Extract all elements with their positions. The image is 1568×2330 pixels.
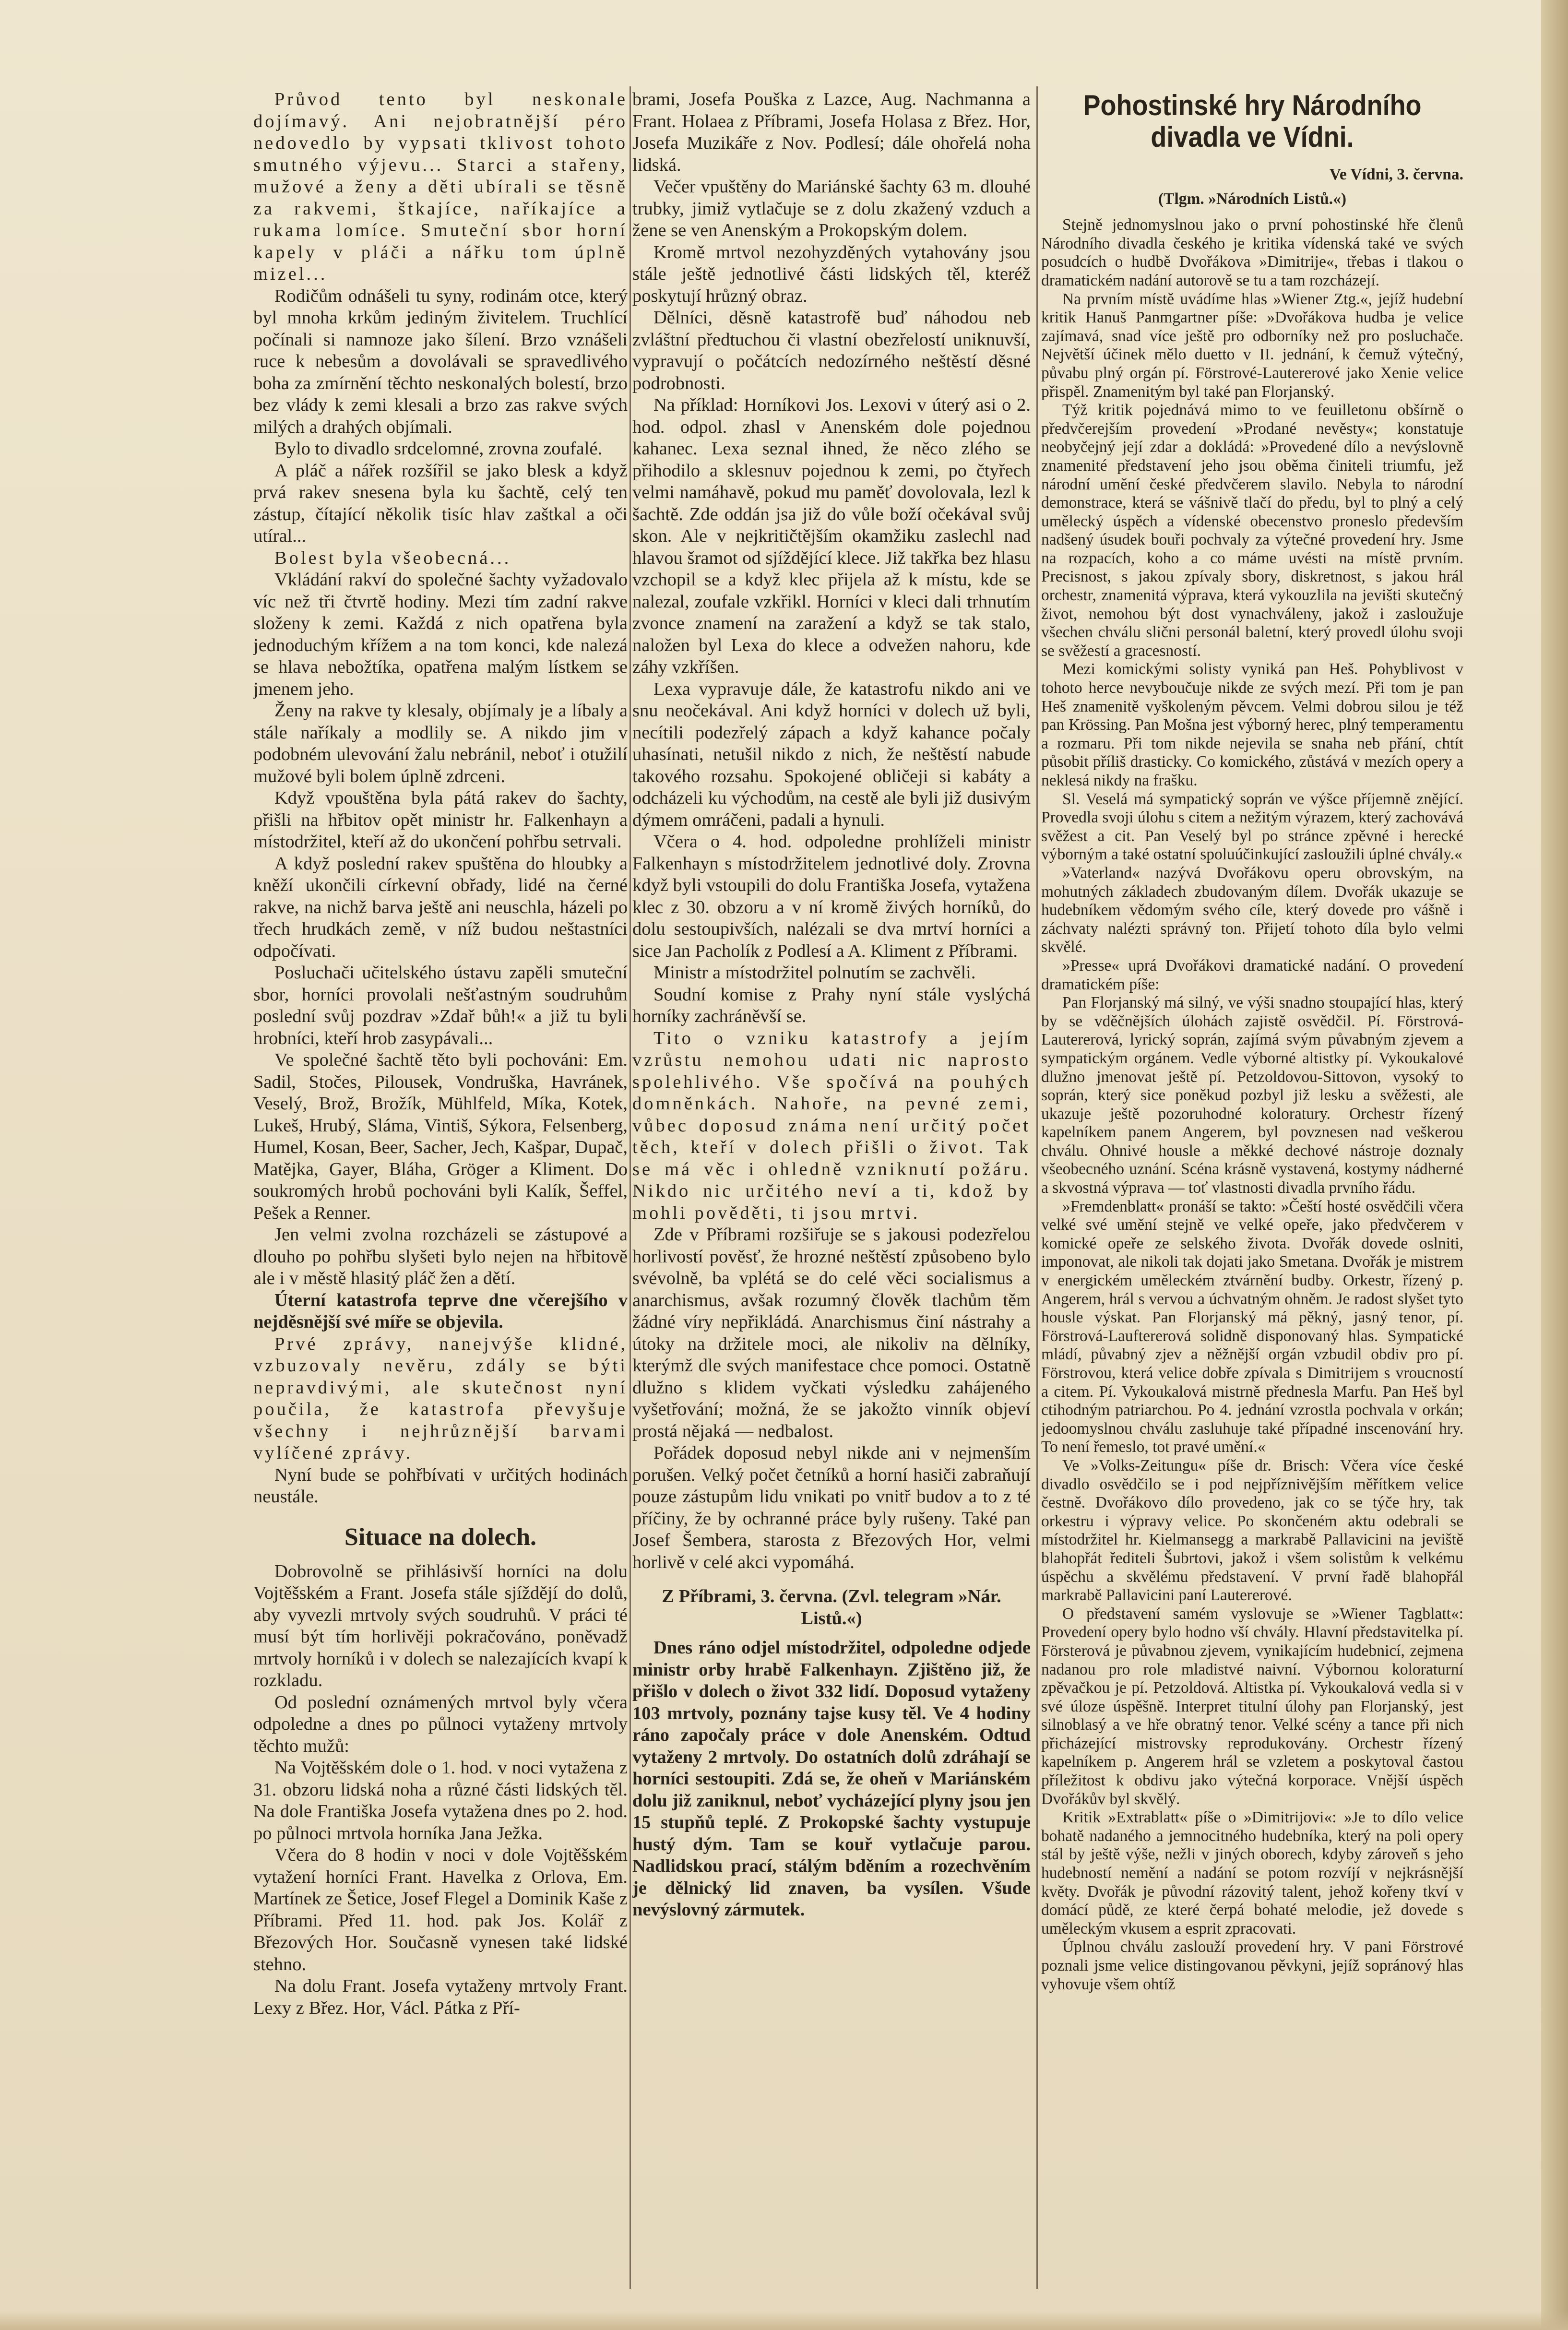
paragraph: Když vpouštěna byla pátá rakev do šachty, přišli na hřbitov opět ministr hr. Falkenhayn a místodržitel, kteří až do ukončení pohřbu setrvali.	[253, 788, 628, 852]
paragraph: Mezi komickými solisty vyniká pan Heš. Pohyblivost v tohoto herce nevyboučuje nikde ze svých mezí. Při tom je pan Heš znamenitě vyškoleným pěvcem. Velmi dobrou silou je též pan Krössing. Pan Mošna jest výborný herec, plný temperamentu a rozmaru. Při tom nikde nejevila se snaha neb přání, chtít působit příliš drasticky. Co komického, zůstává v mezích opery a neklesá nikdy na frašku.	[1041, 660, 1463, 789]
paragraph-bold: Dnes ráno odjel místodržitel, odpoledne odjede ministr orby hrabě Falkenhayn. Zjištěno již, že přišlo v dolech o život 332 lidí. Doposud vytaženy 103 mrtvoly, poznány tajse kusy těl. Ve 4 hodiny ráno započaly práce v dole Anenském. Odtud vytaženy 2 mrtvoly. Do ostatních dolů zdráhají se horníci sestoupiti. Zdá se, že oheň v Mariánském dolu již zaniknul, neboť vycházející plyny jsou jen 15 stupňů teplé. Z Prokopské šachty vystupuje hustý dým. Tam se kouř vytlačuje parou. Nadlidskou prací, stálým bděním a rozechvěním je dělnický lid znaven, ba vysílen. Všude nevýslovný zármutek.	[632, 1638, 1031, 1920]
paragraph: brami, Josefa Pouška z Lazce, Aug. Nachmanna a Frant. Holaea z Příbrami, Josefa Holasa z Břez. Hor, Josefa Muzikáře z Nov. Podlesí; dále ohořelá noha lidská.	[632, 89, 1031, 175]
paragraph: Včera do 8 hodin v noci v dole Vojtěšském vytažení horníci Frant. Havelka z Orlova, Em. Martínek ze Šetice, Josef Flegel a Dominik Kaše z Příbrami. Před 11. hod. pak Jos. Kolář z Březových Hor. Současně vynesen také lidské stehno.	[253, 1845, 628, 1974]
paragraph: Bylo to divadlo srdcelomné, zrovna zoufalé.	[274, 439, 603, 459]
paragraph: Prvé zprávy, nanejvýše klidné, vzbuzovaly nevěru, zdály se býti nepravdivými, ale skutečnost nyní poučila, že katastrofa převyšuje všechny i nejhrůznější barvami vylíčené zprávy.	[253, 1333, 628, 1463]
paragraph: Jen velmi zvolna rozcházeli se zástupové a dlouho po pohřbu slyšeti bylo nejen na hřbitově ale i v městě hlasitý pláč žen a dětí.	[253, 1224, 628, 1288]
page-bottom-shadow	[0, 2311, 1568, 2330]
paragraph: Na dolu Frant. Josefa vytaženy mrtvoly Frant. Lexy z Břez. Hor, Václ. Pátka z Pří-	[253, 1976, 628, 2018]
column-rule-left	[630, 86, 631, 2289]
paragraph: Pan Florjanský má silný, ve výši snadno stoupající hlas, který by se vděčnějších úlohách zajistě osvědčil. Pí. Förstrová-Lautererová, lyrický soprán, zajímá svým půvabným zjevem a sympatickým orgánem. Vedle výborné altistky pí. Vykoukalové dlužno jmenovat ještě pí. Petzoldovou-Sittovon, vysoký to soprán, který sice poněkud pozbyl již lesku a svěžesti, ale ukazuje ještě pozoruhodné koloratury. Orchestr řízený kapelníkem panem Angerem, byl povznesen nad veškerou chválu. Ohnivé housle a měkké dechové nástroje doznaly všeobecného uznání. Scéna krásně vystavená, kostymy nádherné a skvostná výprava — toť vlastnosti divadla prvního řádu.	[1041, 994, 1463, 1197]
section-heading: Situace na dolech.	[344, 1523, 537, 1551]
paragraph: Průvod tento byl neskonale dojímavý. Ani nejobratnější péro nedovedlo by vypsati tklivost tohoto smutného výjevu... Starci a stařeny, mužové a ženy a děti ubírali se těsně za rakvemi, štkajíce, naříkajíce a rukama lomíce. Smuteční sbor horní kapely v pláči a nářku tom úplně mizel...	[253, 89, 628, 284]
paragraph: Týž kritik pojednává mimo to ve feuilletonu obšírně o předvčerejším provedení »Prodané nevěsty«; konstatuje neobyčejný její zdar a dokládá: »Provedené dílo a nevýslovně znamenité představení jeho jsou oběma činiteli triumfu, jež národní umění české předvčerem slavilo. Nebyla to národní demonstrace, která se vášnivě tlačí do předu, byl to plný a celý umělecký úspěch a vídenské obecenstvo proneslo především nadšený úsudek bouři pochvaly za výtečné provedení hry. Jsme na rozpacích, koho a co máme uvésti na místě prvním. Precisnost, s jakou zpívaly sbory, diskretnost, s jakou hrál orchestr, znamenitá výprava, která vykouzlila na jevišti skutečný život, nemohou být dost vynachváleny, jakož i zasloužuje všechen chválu slični personál baletní, který provedl úlohu svoji se svěžestí a gracesností.	[1041, 401, 1463, 660]
paragraph-bold: Úterní katastrofa teprve dne včerejšího v nejděsnější své míře se objevila.	[253, 1290, 628, 1332]
paragraph: A když poslední rakev spuštěna do hloubky a kněží ukončili církevní obřady, lidé na černé rakve, na nichž barva ještě ani neuschla, házeli po třech hrudkách země, v níž budou neštastníci odpočívati.	[253, 853, 628, 961]
paragraph: Večer vpuštěny do Mariánské šachty 63 m. dlouhé trubky, jimiž vytlačuje se z dolu zkažený vzduch a žene se ven Anenským a Prokopským dolem.	[632, 177, 1031, 240]
paragraph: Lexa vypravuje dále, že katastrofu nikdo ani ve snu neočekával. Ani když horníci v dolech už byli, necítili podezřelý zápach a když kahance počaly uhasínati, netušil nikdo z nich, že neštěstí nabude takového rozsahu. Spokojené obličeji si kabáty a odcházeli ku východům, na cestě ale byli již dusivým dýmem omráčeni, padali a hynuli.	[632, 678, 1031, 830]
paragraph: A pláč a nářek rozšířil se jako blesk a když prvá rakev snesena byla ku šachtě, celý ten zástup, čítající několik tisíc hlav zaštkal a oči utíral...	[253, 460, 628, 546]
paragraph: »Fremdenblatt« pronáší se takto: »Čeští hosté osvědčili včera velké své umění stejně ve velké opeře, jako předvčerem v komické opeře ze selského života. Dvořák dovede oslniti, imponovat, ale nikoli tak dojati jako Smetana. Dvořák je mistrem v energickém uměleckém ztvárnění budby. Orkestr, řízený p. Angerem, hrál s vervou a úchvatným ohněm. Je radost slyšet tyto housle výskat. Pan Florjanský má pěkný, jasný tenor, pí. Förstrová-Lauftererová solidně disponovaný hlas. Sympatické mládí, půvabný zjev a něžnější orgán vzbudil obdiv pro pí. Förstrovou, která velice dobře zpívala s Dimitrijem s vroucností a citem. Pí. Vykoukalová mistrně přednesla Marfu. Pan Heš byl ctihodným patriarchou. Po 4. jednání vzrostla pochvala v orkán; jedoomyslnou chválu zasluhuje také případné inscenování hry. To není řemeslo, tot pravé umění.«	[1041, 1197, 1463, 1456]
paragraph: Tito o vzniku katastrofy a jejím vzrůstu nemohou udati nic naprosto spolehlivého. Vše spočívá na pouhých domněnkách. Nahoře, na pevné zemi, vůbec doposud známa není určitý počet těch, kteří v dolech přišli o život. Tak se má věc i ohledně vzniknutí požáru. Nikdo nic určitého neví a ti, kdož by mohli pověděti, ti jsou mrtvi.	[632, 1028, 1031, 1223]
paragraph: Na příklad: Horníkovi Jos. Lexovi v úterý asi o 2. hod. odpol. zhasl v Anenském dole pojednou kahanec. Lexa seznal ihned, že něco zlého se přihodilo a sklesnuv pojednou k zemi, po čtyřech velmi namáhavě, pokud mu paměť dovolovala, lezl k šachtě. Zde oddán jsa již do vůle boží očekával svůj skon. Ale v nejkritičtějším okamžiku zaslechl nad hlavou šramot od sjíždějící klece. Již takřka bez hlasu vzchopil se a když klec přijela až k místu, kde se nalezal, zoufale vzkřikl. Horníci v kleci dali trhnutím zvonce znamení na zaražení a když se tak stalo, naložen byl Lexa do klece a odvežen nahoru, kde záhy vzkříšen.	[632, 395, 1031, 677]
paragraph: Dělníci, děsně katastrofě buď náhodou neb zvláštní předtuchou či vlastní obezřelostí uniknuvší, vypravují o počátcích nedozírného neštěstí děsné podrobnosti.	[632, 308, 1031, 393]
article-headline: Pohostinské hry Národního divadla ve Vídni.	[1083, 89, 1422, 153]
paragraph: Ve společné šachtě těto byli pochováni: Em. Sadil, Stočes, Pilousek, Vondruška, Havránek, Veselý, Brož, Brožík, Mühlfeld, Míka, Kotek, Lukeš, Hrubý, Sláma, Vintiš, Sýkora, Felsenberg, Humel, Kosan, Beer, Sacher, Jech, Kašpar, Dupač, Matějka, Gayer, Bláha, Gröger a Kliment. Do soukromých hrobů pochováni byli Kalík, Šeffel, Pešek a Renner.	[253, 1050, 628, 1223]
dateline: Ve Vídni, 3. června.	[1329, 166, 1463, 183]
paragraph: Úplnou chválu zaslouží provedení hry. V pani Förstrové poznali jsme velice distingovanou pěvkyni, jejíž sopránový hlas vyhovuje všem ohtíž	[1041, 1938, 1463, 1993]
paragraph: Stejně jednomyslnou jako o první pohostinské hře členů Národního divadla českého je kritika vídenská také ve svých posudcích o hudbě Dvořákova »Dimitrije«, třebas i tlakou o dramatickém nadání autorově se tu a tam rozcházejí.	[1041, 216, 1463, 289]
column-3	[1041, 89, 1463, 2286]
paragraph: Soudní komise z Prahy nyní stále vyslýchá horníky zachráněvší se.	[632, 984, 1031, 1026]
paragraph: Ve »Volks-Zeitungu« píše dr. Brisch: Včera více české divadlo osvědčilo se i pod nejpříznivějším měřítkem velice čestně. Dvořákovo dílo provedeno, jak co se týče hry, tak orkestru i výpravy velice. Po skončeném aktu odebrali se místodržitel hr. Kielmansegg a markrabě Pallavicini na jeviště blahopřát řediteli Šubrtovi, jakož i všem solistům k velkému úspěchu a skvělému představení. V první řadě blahopřál markrabě Pallavicini paní Lautererové.	[1041, 1456, 1463, 1605]
paragraph: Pořádek doposud nebyl nikde ani v nejmenším porušen. Velký počet četníků a horní hasiči zabraňují pouze zástupům lidu vnikati po vnitř budov a to z té příčiny, že by ochranné práce byly rušeny. Také pan Josef Šembera, starosta z Březových Hor, velmi horlivě v celé akci vypomáhá.	[632, 1443, 1031, 1572]
paragraph: Na prvním místě uvádíme hlas »Wiener Ztg.«, jejíž hudební kritik Hanuš Panmgartner píše: »Dvořákova hudba je velice zajímavá, snad více ještě pro odborníky než pro posluchače. Největší účinek mělo duetto v II. jednání, k čemuž výtečný, půvabu plný orgán pí. Förstrové-Lautererové jako Xenie velice přispěl. Znamenitým byl také pan Florjanský.	[1041, 290, 1463, 401]
paragraph: Zde v Příbrami rozšiřuje se s jakousi podezřelou horlivostí pověsť, že hrozné neštěstí způsobeno bylo svévolně, ba vplétá se do celé věci socialismus a anarchismus, avšak rozumný člověk tlachům těm žádné víry nepřikládá. Anarchismus činí nástrahy a útoky na držitele moci, ale nikoliv na dělníky, kterýmž dle svých manifestace chce pomoci. Ostatně dlužno s klidem vyčkati výsledku zahájeného vyšetřování; možná, že se jakožto vinník objeví prostá nějaká — nedbalost.	[632, 1224, 1031, 1441]
page-edge-shadow	[1541, 0, 1568, 2330]
paragraph: Na Vojtěšském dole o 1. hod. v noci vytažena z 31. obzoru lidská noha a různé části lidských těl. Na dole Františka Josefa vytažena dnes po 2. hod. po půlnoci mrtvola horníka Jana Ježka.	[253, 1758, 628, 1843]
column-1	[253, 89, 628, 2286]
paragraph: Sl. Veselá má sympatický soprán ve výšce příjemně znějící. Provedla svoji úlohu s citem a nežitým výrazem, který zachovává svěžest a cit. Pan Veselý byl po stránce zpěvné i herecké výborným a také ostatní spoluúčinkující zasloužili úplné chvály.«	[1041, 790, 1463, 864]
paragraph: Posluchači učitelského ústavu zapěli smuteční sbor, horníci provolali nešťastným soudruhům poslední svůj pozdrav »Zdař bůh!« a již tu byli hrobníci, kteří hrob zasypávali...	[253, 963, 628, 1048]
paragraph: Ženy na rakve ty klesaly, objímaly je a líbaly a stále naříkaly a modlily se. A nikdo jim v podobném ulevování žalu nebránil, neboť i otužilí mužové byli bolem úplně zdrceni.	[253, 701, 628, 786]
paragraph: »Vaterland« nazývá Dvořákovu operu obrovským, na mohutných základech zbudovaným dílem. Dvořák ukazuje se hudebníkem vědomým svého cíle, který dovede pro vášně i záchvaty nalézti správný ton. Přijetí tohoto díla bylo velmi skvělé.	[1041, 864, 1463, 956]
telegram-dateline: Z Příbrami, 3. června. (Zvl. telegram »Nár. Listů.«)	[662, 1586, 1001, 1629]
paragraph: Kritik »Extrablatt« píše o »Dimitrijovi«: »Je to dílo velice bohatě nadaného a jemnocitného hudebníka, který na poli opery stál by ještě výše, nežli v jiných oborech, kdyby zároveň s jeho hudebností nemění a nadání se potom rozvíjí v nejkrásnější květy. Dvořák je původní rázovitý talent, jehož kořeny tkví v domácí půdě, ze které čerpá bohaté melodie, jež dovede s uměleckým vkusem a esprit zpracovati.	[1041, 1808, 1463, 1938]
paragraph: Včera o 4. hod. odpoledne prohlíželi ministr Falkenhayn s místodržitelem jednotlivé doly. Zrovna když byli vstoupili do dolu Františka Josefa, vytažena klec z 30. obzoru a v ní kromě živých horníků, do dolu sestoupivších, nalézali se dva mrtví horníci a sice Jan Pacholík z Podlesí a A. Kliment z Příbrami.	[632, 832, 1031, 961]
column-2	[632, 89, 1031, 2286]
paragraph: Ministr a místodržitel polnutím se zachvěli.	[653, 963, 976, 983]
paragraph: Rodičům odnášeli tu syny, rodinám otce, který byl mnoha krkům jediným živitelem. Truchlící počínali si namnoze jako šílení. Brzo vznášeli ruce k nebesům a dovolávali se spravedlivého boha za zmírnění těchto neskonalých bolestí, brzo bez vlády k zemi klesali a brzo zas rakve svých milých a drahých objímali.	[253, 285, 628, 437]
paragraph: O představení samém vyslovuje se »Wiener Tagblatt«: Provedení opery bylo hodno vší chvály. Hlavní představitelka pí. Försterová je půvabnou zjevem, vynikajícím hudebnicí, zejmena nadanou pro role mladistvé naivní. Výbornou koloraturní zpěvačkou je pí. Petzoldová. Altistka pí. Vykoukalová vedla si v své úloze úspěšně. Interpret titulní úlohy pan Florjanský, jest silnoblasý a ve hře obratný tenor. Velké scény a tance při nich přicházející mistrovsky reprodukovány. Orchestr řízený kapelníkem p. Angerem hrál se vzletem a poskytoval častou příležitost k obdivu jako výtečná korporace. Vnější úspěch Dvořákův byl skvělý.	[1041, 1605, 1463, 1808]
paragraph: Bolest byla všeobecná...	[274, 547, 511, 568]
paragraph: Nyní bude se pohřbívati v určitých hodinách neustále.	[253, 1464, 628, 1507]
paragraph: Vkládání rakví do společné šachty vyžadovalo víc než tři čtvrtě hodiny. Mezi tím zadní rakve složeny k zemi. Každá z nich opatřena byla jednoduchým křížem a na tom konci, kde nalezá se hlava nebožtíka, opatřena malým lístkem se jmenem jeho.	[253, 570, 628, 699]
paragraph: »Presse« uprá Dvořákovi dramatické nadání. O provedení dramatickém píše:	[1041, 956, 1463, 993]
paragraph: Kromě mrtvol nezohyzděných vytahovány jsou stále ještě jednotlivé části lidských těl, kteréž poskytují hrůzný obraz.	[632, 242, 1031, 306]
paragraph: Dobrovolně se přihlásivší horníci na dolu Vojtěšském a Frant. Josefa stále sjíždějí do dolů, aby vyvezli mrtvoly svých soudruhů. V práci té musí být tím horlivěji pokračováno, poněvadž mrtvoly horníků i v dolech se nalezajících kvapí k rozkladu.	[253, 1561, 628, 1690]
paragraph: Od poslední oznámených mrtvol byly včera odpoledne a dnes po půlnoci vytaženy mrtvoly těchto mužů:	[253, 1692, 628, 1756]
source-line: (Tlgm. »Národních Listů.«)	[1158, 190, 1347, 208]
column-rule-right	[1036, 86, 1038, 2289]
